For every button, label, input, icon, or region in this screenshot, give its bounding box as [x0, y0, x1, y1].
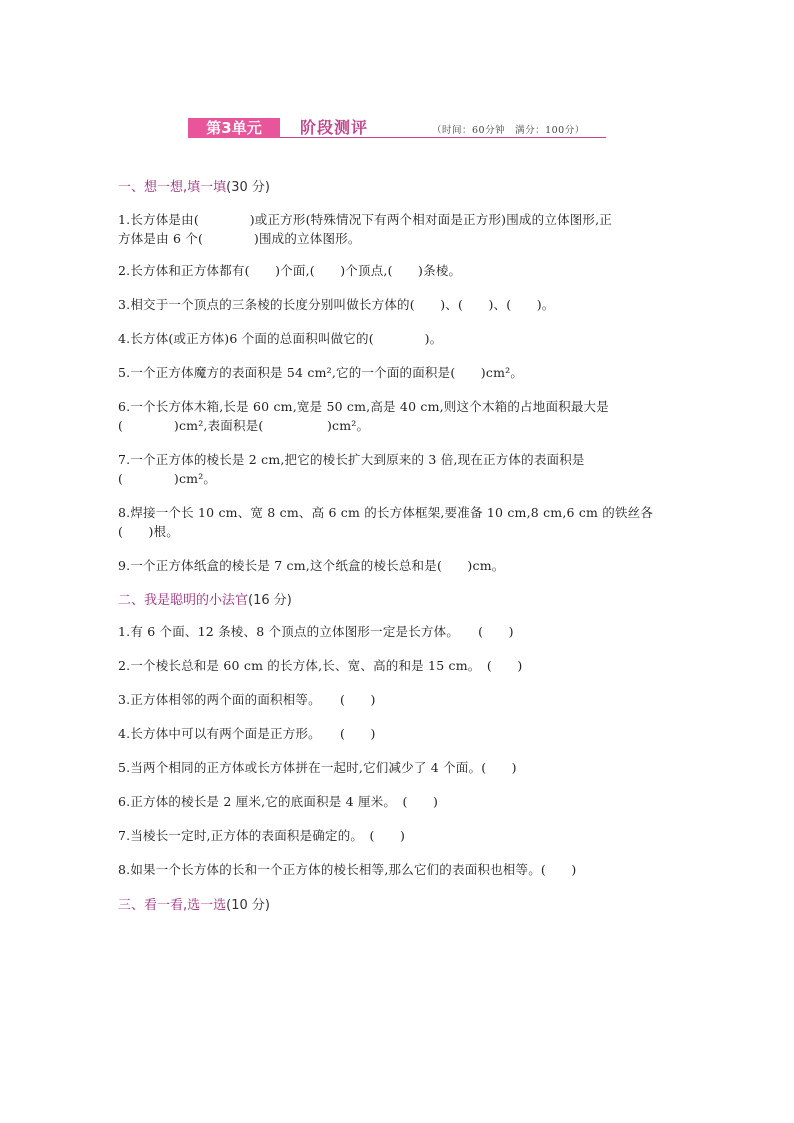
judge-question-3: 3.正方体相邻的两个面的面积相等。 ( ) — [118, 692, 376, 707]
question-line: 9.一个正方体纸盒的棱长是 7 cm,这个纸盒的棱长总和是( )cm。 — [118, 558, 505, 573]
judge-question-8: 8.如果一个长方体的长和一个正方体的棱长相等,那么它们的表面积也相等。( ) — [118, 862, 577, 877]
unit-header — [188, 118, 606, 140]
question-line: 4.长方体(或正方体)6 个面的总面积叫做它的( )。 — [118, 331, 443, 346]
test-content — [118, 170, 678, 913]
question-6 — [118, 397, 678, 435]
question-2 — [118, 261, 678, 280]
question-3 — [118, 295, 678, 314]
judge-question-1: 1.有 6 个面、12 条棱、8 个顶点的立体图形一定是长方体。 ( ) — [118, 624, 514, 639]
section-1-heading: 一、想一想,填一填(30 分) — [118, 180, 270, 195]
question-line: 3.相交于一个顶点的三条棱的长度分别叫做长方体的( )、( )、( )。 — [118, 297, 555, 312]
question-line: ( )cm²,表面积是( )cm²。 — [118, 418, 370, 433]
unit-label: 第3单元 — [188, 118, 280, 138]
question-4 — [118, 329, 678, 348]
header-rule — [280, 137, 606, 138]
question-9 — [118, 556, 678, 575]
test-meta: （时间：60分钟 满分：100分） — [432, 125, 585, 136]
question-line: 8.焊接一个长 10 cm、宽 8 cm、高 6 cm 的长方体框架,要准备 10 cm,8 cm,6 cm 的铁丝各 — [118, 505, 654, 520]
section-2-heading: 二、我是聪明的小法官(16 分) — [118, 593, 292, 608]
question-line: 5.一个正方体魔方的表面积是 54 cm²,它的一个面的面积是( )cm²。 — [118, 365, 524, 380]
question-line: ( )cm²。 — [118, 471, 217, 486]
judge-question-2: 2.一个棱长总和是 60 cm 的长方体,长、宽、高的和是 15 cm。 ( ) — [118, 658, 523, 673]
question-line: 1.长方体是由( )或正方形(特殊情况下有两个相对面是正方形)围成的立体图形,正 — [118, 212, 613, 227]
judge-question-5: 5.当两个相同的正方体或长方体拼在一起时,它们减少了 4 个面。( ) — [118, 760, 517, 775]
question-line: 2.长方体和正方体都有( )个面,( )个顶点,( )条棱。 — [118, 263, 462, 278]
question-5 — [118, 363, 678, 382]
question-7 — [118, 450, 678, 488]
question-line: 7.一个正方体的棱长是 2 cm,把它的棱长扩大到原来的 3 倍,现在正方体的表面积是 — [118, 452, 585, 467]
test-title: 阶段测评 — [300, 118, 369, 137]
judge-question-6: 6.正方体的棱长是 2 厘米,它的底面积是 4 厘米。 ( ) — [118, 794, 439, 809]
question-1 — [118, 210, 678, 248]
question-line: 方体是由 6 个( )围成的立体图形。 — [118, 231, 361, 246]
section-3-heading: 三、看一看,选一选(10 分) — [118, 898, 270, 913]
judge-question-7: 7.当棱长一定时,正方体的表面积是确定的。 ( ) — [118, 828, 406, 843]
question-8 — [118, 503, 678, 541]
question-line: ( )根。 — [118, 524, 179, 539]
judge-question-4: 4.长方体中可以有两个面是正方形。 ( ) — [118, 726, 376, 741]
question-line: 6.一个长方体木箱,长是 60 cm,宽是 50 cm,高是 40 cm,则这个木箱的占地面积最大是 — [118, 399, 609, 414]
